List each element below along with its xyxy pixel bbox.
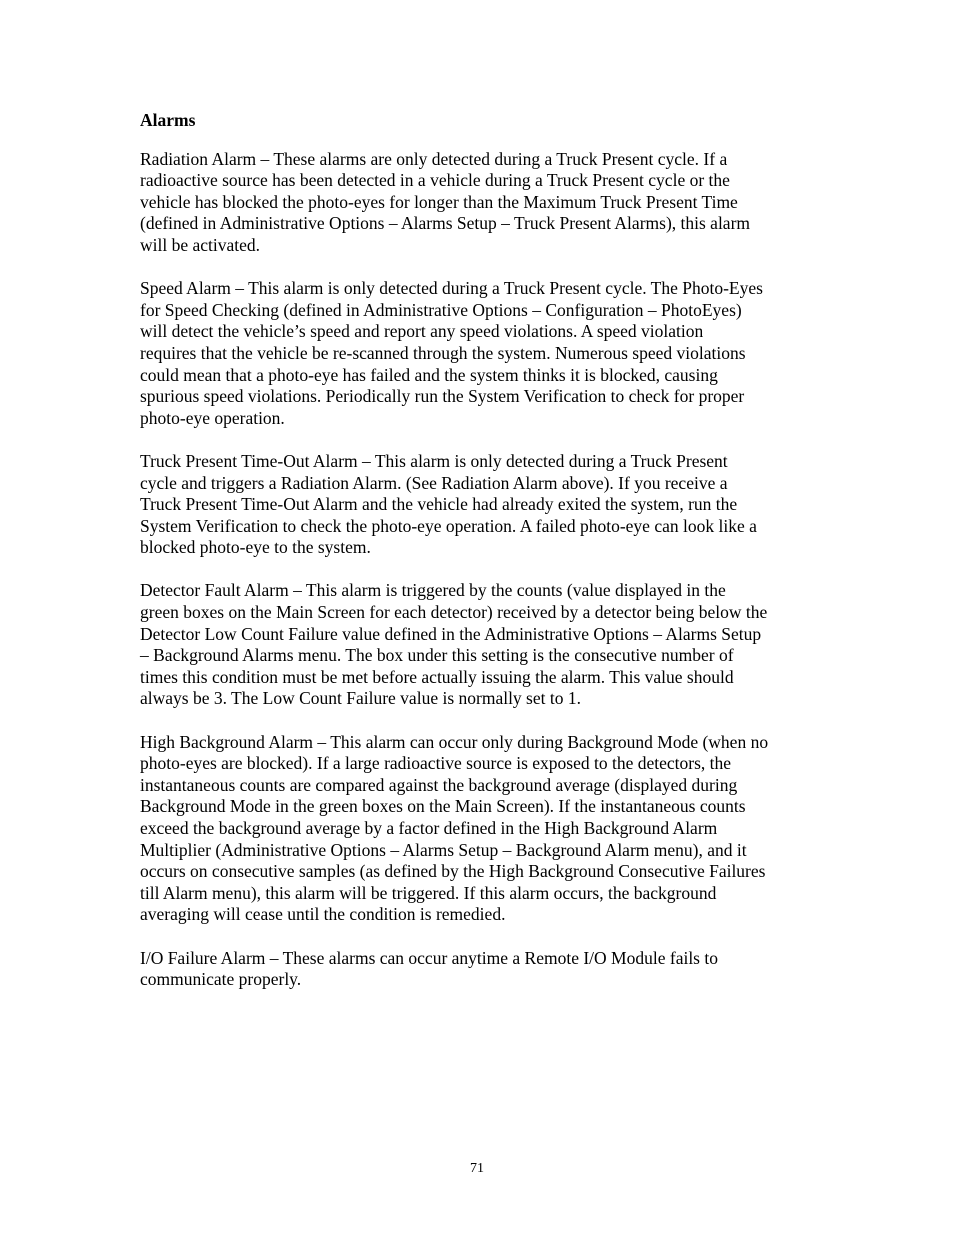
section-heading: Alarms [140,110,196,130]
paragraph-line: averaging will cease until the condition is remedied. [140,904,506,925]
paragraph-line: could mean that a photo-eye has failed and the system thinks it is blocked, causing [140,364,718,385]
paragraph-io-failure-alarm [140,948,820,991]
paragraph-line: instantaneous counts are compared against the background average (displayed during [140,774,738,795]
paragraph-line: Radiation Alarm – These alarms are only detected during a Truck Present cycle. If a [140,148,728,169]
paragraph-line: spurious speed violations. Periodically run the System Verification to check for proper [140,386,745,407]
paragraph-line: for Speed Checking (defined in Administrative Options – Configuration – PhotoEyes) [140,299,742,320]
paragraph-line: green boxes on the Main Screen for each detector) received by a detector being below the [140,602,768,623]
paragraph-line: occurs on consecutive samples (as defined by the High Background Consecutive Failures [140,861,766,882]
paragraph-truck-present-timeout-alarm [140,451,820,559]
paragraph-line: Truck Present Time-Out Alarm – This alarm is only detected during a Truck Present [140,450,728,471]
paragraph-line: will be activated. [140,234,261,255]
paragraph-detector-fault-alarm [140,580,820,710]
paragraph-line: (defined in Administrative Options – Alarms Setup – Truck Present Alarms), this alarm [140,213,751,234]
paragraph-line: System Verification to check the photo-eye operation. A failed photo-eye can look like a [140,515,757,536]
paragraph-line: I/O Failure Alarm – These alarms can occur anytime a Remote I/O Module fails to [140,947,718,968]
paragraph-line: cycle and triggers a Radiation Alarm. (See Radiation Alarm above). If you receive a [140,472,728,493]
paragraph-line: radioactive source has been detected in a vehicle during a Truck Present cycle or the [140,170,730,191]
paragraph-line: Background Mode in the green boxes on the Main Screen). If the instantaneous counts [140,796,746,817]
paragraph-line: Speed Alarm – This alarm is only detected during a Truck Present cycle. The Photo-Eyes [140,278,763,299]
paragraph-line: High Background Alarm – This alarm can occur only during Background Mode (when no [140,731,769,752]
paragraph-high-background-alarm [140,732,820,926]
paragraph-line: times this condition must be met before actually issuing the alarm. This value should [140,666,734,687]
paragraph-line: photo-eye operation. [140,407,285,428]
paragraph-speed-alarm [140,278,820,429]
paragraph-line: will detect the vehicle’s speed and report any speed violations. A speed violation [140,321,704,342]
document-page [140,110,820,1012]
paragraph-line: Detector Low Count Failure value defined in the Administrative Options – Alarms Setup [140,623,762,644]
paragraph-line: Detector Fault Alarm – This alarm is triggered by the counts (value displayed in the [140,580,726,601]
paragraph-line: communicate properly. [140,969,302,990]
paragraph-line: Multiplier (Administrative Options – Alarms Setup – Background Alarm menu), and it [140,839,747,860]
paragraph-line: always be 3. The Low Count Failure value is normally set to 1. [140,688,581,709]
paragraph-line: requires that the vehicle be re-scanned through the system. Numerous speed violations [140,342,746,363]
paragraph-line: Truck Present Time-Out Alarm and the vehicle had already exited the system, run the [140,494,738,515]
paragraph-line: blocked photo-eye to the system. [140,537,371,558]
paragraph-line: till Alarm menu), this alarm will be triggered. If this alarm occurs, the background [140,882,717,903]
paragraph-line: exceed the background average by a factor defined in the High Background Alarm [140,818,718,838]
page-number: 71 [470,1161,484,1176]
paragraph-line: photo-eyes are blocked). If a large radioactive source is exposed to the detectors, the [140,753,732,774]
paragraph-radiation-alarm [140,149,820,257]
paragraph-line: vehicle has blocked the photo-eyes for longer than the Maximum Truck Present Time [140,191,738,212]
paragraph-line: – Background Alarms menu. The box under this setting is the consecutive number of [140,645,734,666]
